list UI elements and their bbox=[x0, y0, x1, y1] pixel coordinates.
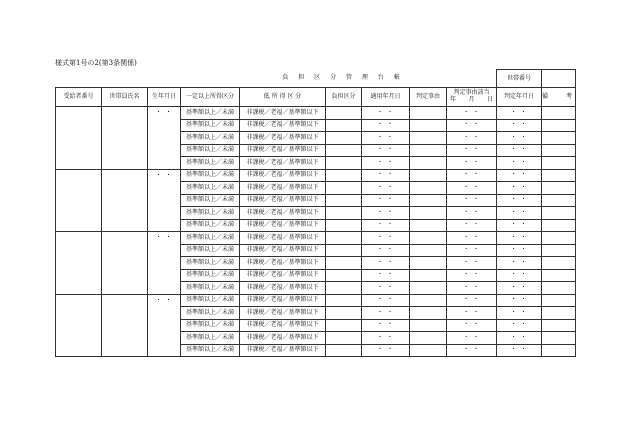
burden-class-cell[interactable] bbox=[326, 107, 362, 120]
head-name-cell[interactable] bbox=[102, 232, 148, 295]
apply-date-cell[interactable]: ・ ・ bbox=[362, 157, 410, 170]
decision-date-cell[interactable]: ・ ・ bbox=[497, 157, 542, 170]
decision-date-cell[interactable]: ・ ・ bbox=[497, 282, 542, 295]
apply-date-cell[interactable]: ・ ・ bbox=[362, 119, 410, 132]
remarks-cell[interactable] bbox=[542, 282, 576, 295]
decision-date-cell[interactable]: ・ ・ bbox=[497, 107, 542, 120]
low-income-class-cell[interactable]: 非課税／老福／基準額以下 bbox=[240, 157, 326, 170]
income-class-cell[interactable]: 基準額以上／未満 bbox=[181, 182, 240, 195]
ledger-row bbox=[56, 107, 576, 120]
reason-date-cell[interactable]: ・ ・ bbox=[447, 332, 497, 345]
income-class-cell[interactable]: 基準額以上／未満 bbox=[181, 219, 240, 232]
decision-reason-cell[interactable] bbox=[410, 269, 447, 282]
income-class-cell[interactable]: 基準額以上／未満 bbox=[181, 157, 240, 170]
decision-date-cell[interactable]: ・ ・ bbox=[497, 294, 542, 307]
ledger-row bbox=[56, 232, 576, 245]
reason-date-cell[interactable]: ・ ・ bbox=[447, 344, 497, 357]
remarks-cell[interactable] bbox=[542, 157, 576, 170]
birth-date-cell[interactable]: ・ ・ bbox=[148, 169, 181, 232]
decision-date-cell[interactable]: ・ ・ bbox=[497, 169, 542, 182]
reason-date-cell[interactable]: ・ ・ bbox=[447, 157, 497, 170]
decision-reason-cell[interactable] bbox=[410, 194, 447, 207]
income-class-cell[interactable]: 基準額以上／未満 bbox=[181, 169, 240, 182]
low-income-class-cell[interactable]: 非課税／老福／基準額以下 bbox=[240, 219, 326, 232]
remarks-cell[interactable] bbox=[542, 344, 576, 357]
decision-date-cell[interactable]: ・ ・ bbox=[497, 132, 542, 145]
remarks-cell[interactable] bbox=[542, 269, 576, 282]
reason-date-cell[interactable]: ・ ・ bbox=[447, 107, 497, 120]
decision-date-cell[interactable]: ・ ・ bbox=[497, 307, 542, 320]
decision-reason-cell[interactable] bbox=[410, 344, 447, 357]
burden-class-cell[interactable] bbox=[326, 294, 362, 307]
income-class-cell[interactable]: 基準額以上／未満 bbox=[181, 294, 240, 307]
header-low-income-class: 低 所 得 区 分 bbox=[240, 88, 326, 107]
apply-date-cell[interactable]: ・ ・ bbox=[362, 182, 410, 195]
decision-date-cell[interactable]: ・ ・ bbox=[497, 194, 542, 207]
apply-date-cell[interactable]: ・ ・ bbox=[362, 232, 410, 245]
reason-date-cell[interactable]: ・ ・ bbox=[447, 207, 497, 220]
reason-date-cell[interactable]: ・ ・ bbox=[447, 319, 497, 332]
apply-date-cell[interactable]: ・ ・ bbox=[362, 319, 410, 332]
header-reason-month: 月 bbox=[468, 96, 475, 103]
low-income-class-cell[interactable]: 非課税／老福／基準額以下 bbox=[240, 194, 326, 207]
decision-reason-cell[interactable] bbox=[410, 144, 447, 157]
header-recipient-no: 受給者番号 bbox=[56, 88, 102, 107]
remarks-cell[interactable] bbox=[542, 119, 576, 132]
header-reason-day: 日 bbox=[487, 96, 494, 103]
header-head-name: 世帯員氏名 bbox=[102, 88, 148, 107]
burden-class-cell[interactable] bbox=[326, 257, 362, 270]
low-income-class-cell[interactable]: 非課税／老福／基準額以下 bbox=[240, 307, 326, 320]
decision-reason-cell[interactable] bbox=[410, 244, 447, 257]
apply-date-cell[interactable]: ・ ・ bbox=[362, 107, 410, 120]
decision-date-cell[interactable]: ・ ・ bbox=[497, 182, 542, 195]
income-class-cell[interactable]: 基準額以上／未満 bbox=[181, 257, 240, 270]
ledger-row bbox=[56, 169, 576, 182]
remarks-cell[interactable] bbox=[542, 257, 576, 270]
apply-date-cell[interactable]: ・ ・ bbox=[362, 219, 410, 232]
apply-date-cell[interactable]: ・ ・ bbox=[362, 344, 410, 357]
household-no-label: 世帯番号 bbox=[497, 70, 542, 88]
reason-date-cell[interactable]: ・ ・ bbox=[447, 282, 497, 295]
low-income-class-cell[interactable]: 非課税／老福／基準額以下 bbox=[240, 257, 326, 270]
decision-reason-cell[interactable] bbox=[410, 232, 447, 245]
reason-date-cell[interactable]: ・ ・ bbox=[447, 294, 497, 307]
decision-reason-cell[interactable] bbox=[410, 157, 447, 170]
remarks-cell[interactable] bbox=[542, 219, 576, 232]
reason-date-cell[interactable]: ・ ・ bbox=[447, 269, 497, 282]
remarks-cell[interactable] bbox=[542, 307, 576, 320]
recipient-no-cell[interactable] bbox=[56, 169, 102, 232]
decision-date-cell[interactable]: ・ ・ bbox=[497, 319, 542, 332]
low-income-class-cell[interactable]: 非課税／老福／基準額以下 bbox=[240, 232, 326, 245]
remarks-cell[interactable] bbox=[542, 244, 576, 257]
header-burden-class: 負担区分 bbox=[326, 88, 362, 107]
burden-class-cell[interactable] bbox=[326, 182, 362, 195]
burden-class-cell[interactable] bbox=[326, 132, 362, 145]
header-income-class: 一定以上所得区分 bbox=[181, 88, 240, 107]
decision-date-cell[interactable]: ・ ・ bbox=[497, 269, 542, 282]
low-income-class-cell[interactable]: 非課税／老福／基準額以下 bbox=[240, 182, 326, 195]
decision-reason-cell[interactable] bbox=[410, 332, 447, 345]
burden-class-cell[interactable] bbox=[326, 307, 362, 320]
low-income-class-cell[interactable]: 非課税／老福／基準額以下 bbox=[240, 282, 326, 295]
low-income-class-cell[interactable]: 非課税／老福／基準額以下 bbox=[240, 344, 326, 357]
header-apply-date: 適用年月日 bbox=[362, 88, 410, 107]
remarks-cell[interactable] bbox=[542, 207, 576, 220]
low-income-class-cell[interactable]: 非課税／老福／基準額以下 bbox=[240, 119, 326, 132]
burden-class-cell[interactable] bbox=[326, 269, 362, 282]
header-decision-date: 判定年月日 bbox=[497, 88, 542, 107]
burden-class-cell[interactable] bbox=[326, 282, 362, 295]
birth-date-cell[interactable]: ・ ・ bbox=[148, 294, 181, 357]
income-class-cell[interactable]: 基準額以上／未満 bbox=[181, 319, 240, 332]
decision-date-cell[interactable]: ・ ・ bbox=[497, 344, 542, 357]
apply-date-cell[interactable]: ・ ・ bbox=[362, 132, 410, 145]
apply-date-cell[interactable]: ・ ・ bbox=[362, 169, 410, 182]
reason-date-cell[interactable]: ・ ・ bbox=[447, 244, 497, 257]
head-name-cell[interactable] bbox=[102, 294, 148, 357]
decision-reason-cell[interactable] bbox=[410, 132, 447, 145]
burden-class-cell[interactable] bbox=[326, 207, 362, 220]
apply-date-cell[interactable]: ・ ・ bbox=[362, 144, 410, 157]
burden-class-cell[interactable] bbox=[326, 157, 362, 170]
income-class-cell[interactable]: 基準額以上／未満 bbox=[181, 282, 240, 295]
reason-date-cell[interactable]: ・ ・ bbox=[447, 132, 497, 145]
low-income-class-cell[interactable]: 非課税／老福／基準額以下 bbox=[240, 132, 326, 145]
header-decision-reason: 判定事由 bbox=[410, 88, 447, 107]
burden-class-cell[interactable] bbox=[326, 119, 362, 132]
apply-date-cell[interactable]: ・ ・ bbox=[362, 282, 410, 295]
apply-date-cell[interactable]: ・ ・ bbox=[362, 244, 410, 257]
form-label: 様式第1号の2(第3条関係) bbox=[55, 59, 137, 67]
burden-class-cell[interactable] bbox=[326, 344, 362, 357]
income-class-cell[interactable]: 基準額以上／未満 bbox=[181, 244, 240, 257]
decision-reason-cell[interactable] bbox=[410, 319, 447, 332]
reason-date-cell[interactable]: ・ ・ bbox=[447, 307, 497, 320]
decision-date-cell[interactable]: ・ ・ bbox=[497, 257, 542, 270]
recipient-no-cell[interactable] bbox=[56, 232, 102, 295]
apply-date-cell[interactable]: ・ ・ bbox=[362, 194, 410, 207]
reason-date-cell[interactable]: ・ ・ bbox=[447, 144, 497, 157]
remarks-cell[interactable] bbox=[542, 294, 576, 307]
decision-date-cell[interactable]: ・ ・ bbox=[497, 119, 542, 132]
decision-reason-cell[interactable] bbox=[410, 207, 447, 220]
decision-reason-cell[interactable] bbox=[410, 169, 447, 182]
low-income-class-cell[interactable]: 非課税／老福／基準額以下 bbox=[240, 294, 326, 307]
decision-reason-cell[interactable] bbox=[410, 119, 447, 132]
low-income-class-cell[interactable]: 非課税／老福／基準額以下 bbox=[240, 207, 326, 220]
ledger-row bbox=[56, 294, 576, 307]
decision-date-cell[interactable]: ・ ・ bbox=[497, 144, 542, 157]
burden-class-cell[interactable] bbox=[326, 144, 362, 157]
reason-date-cell[interactable]: ・ ・ bbox=[447, 194, 497, 207]
apply-date-cell[interactable]: ・ ・ bbox=[362, 307, 410, 320]
recipient-no-cell[interactable] bbox=[56, 107, 102, 170]
decision-reason-cell[interactable] bbox=[410, 257, 447, 270]
decision-date-cell[interactable]: ・ ・ bbox=[497, 232, 542, 245]
recipient-no-cell[interactable] bbox=[56, 294, 102, 357]
low-income-class-cell[interactable]: 非課税／老福／基準額以下 bbox=[240, 144, 326, 157]
burden-class-cell[interactable] bbox=[326, 232, 362, 245]
remarks-cell[interactable] bbox=[542, 107, 576, 120]
income-class-cell[interactable]: 基準額以上／未満 bbox=[181, 307, 240, 320]
income-class-cell[interactable]: 基準額以上／未満 bbox=[181, 132, 240, 145]
burden-class-cell[interactable] bbox=[326, 319, 362, 332]
remarks-cell[interactable] bbox=[542, 144, 576, 157]
remarks-cell[interactable] bbox=[542, 232, 576, 245]
income-class-cell[interactable]: 基準額以上／未満 bbox=[181, 144, 240, 157]
reason-date-cell[interactable]: ・ ・ bbox=[447, 232, 497, 245]
reason-date-cell[interactable]: ・ ・ bbox=[447, 119, 497, 132]
head-name-cell[interactable] bbox=[102, 169, 148, 232]
burden-class-cell[interactable] bbox=[326, 244, 362, 257]
income-class-cell[interactable]: 基準額以上／未満 bbox=[181, 269, 240, 282]
income-class-cell[interactable]: 基準額以上／未満 bbox=[181, 207, 240, 220]
income-class-cell[interactable]: 基準額以上／未満 bbox=[181, 232, 240, 245]
decision-reason-cell[interactable] bbox=[410, 294, 447, 307]
decision-date-cell[interactable]: ・ ・ bbox=[497, 244, 542, 257]
low-income-class-cell[interactable]: 非課税／老福／基準額以下 bbox=[240, 244, 326, 257]
reason-date-cell[interactable]: ・ ・ bbox=[447, 257, 497, 270]
head-name-cell[interactable] bbox=[102, 107, 148, 170]
income-class-cell[interactable]: 基準額以上／未満 bbox=[181, 107, 240, 120]
burden-class-cell[interactable] bbox=[326, 219, 362, 232]
reason-date-cell[interactable]: ・ ・ bbox=[447, 219, 497, 232]
burden-class-cell[interactable] bbox=[326, 332, 362, 345]
low-income-class-cell[interactable]: 非課税／老福／基準額以下 bbox=[240, 319, 326, 332]
decision-reason-cell[interactable] bbox=[410, 219, 447, 232]
birth-date-cell[interactable]: ・ ・ bbox=[148, 107, 181, 170]
remarks-cell[interactable] bbox=[542, 319, 576, 332]
decision-reason-cell[interactable] bbox=[410, 307, 447, 320]
reason-date-cell[interactable]: ・ ・ bbox=[447, 169, 497, 182]
decision-reason-cell[interactable] bbox=[410, 107, 447, 120]
income-class-cell[interactable]: 基準額以上／未満 bbox=[181, 344, 240, 357]
income-class-cell[interactable]: 基準額以上／未満 bbox=[181, 332, 240, 345]
burden-class-ledger bbox=[55, 69, 580, 357]
remarks-cell[interactable] bbox=[542, 182, 576, 195]
apply-date-cell[interactable]: ・ ・ bbox=[362, 332, 410, 345]
header-reason-date-line1: 判定事由該当 bbox=[453, 89, 490, 97]
birth-date-cell[interactable]: ・ ・ bbox=[148, 232, 181, 295]
decision-reason-cell[interactable] bbox=[410, 282, 447, 295]
header-reason-date bbox=[447, 88, 497, 107]
decision-date-cell[interactable]: ・ ・ bbox=[497, 332, 542, 345]
header-remarks: 備 考 bbox=[542, 88, 576, 107]
remarks-cell[interactable] bbox=[542, 169, 576, 182]
household-no-value[interactable] bbox=[542, 70, 576, 88]
remarks-cell[interactable] bbox=[542, 132, 576, 145]
reason-date-cell[interactable]: ・ ・ bbox=[447, 182, 497, 195]
low-income-class-cell[interactable]: 非課税／老福／基準額以下 bbox=[240, 107, 326, 120]
low-income-class-cell[interactable]: 非課税／老福／基準額以下 bbox=[240, 269, 326, 282]
ledger-title: 負 担 区 分 管 理 台 帳 bbox=[282, 74, 404, 82]
header-reason-year: 年 bbox=[450, 96, 457, 103]
low-income-class-cell[interactable]: 非課税／老福／基準額以下 bbox=[240, 169, 326, 182]
burden-class-cell[interactable] bbox=[326, 169, 362, 182]
apply-date-cell[interactable]: ・ ・ bbox=[362, 269, 410, 282]
income-class-cell[interactable]: 基準額以上／未満 bbox=[181, 194, 240, 207]
apply-date-cell[interactable]: ・ ・ bbox=[362, 257, 410, 270]
remarks-cell[interactable] bbox=[542, 194, 576, 207]
decision-reason-cell[interactable] bbox=[410, 182, 447, 195]
remarks-cell[interactable] bbox=[542, 332, 576, 345]
header-birth-date: 生年月日 bbox=[148, 88, 181, 107]
burden-class-cell[interactable] bbox=[326, 194, 362, 207]
decision-date-cell[interactable]: ・ ・ bbox=[497, 219, 542, 232]
apply-date-cell[interactable]: ・ ・ bbox=[362, 207, 410, 220]
income-class-cell[interactable]: 基準額以上／未満 bbox=[181, 119, 240, 132]
apply-date-cell[interactable]: ・ ・ bbox=[362, 294, 410, 307]
decision-date-cell[interactable]: ・ ・ bbox=[497, 207, 542, 220]
low-income-class-cell[interactable]: 非課税／老福／基準額以下 bbox=[240, 332, 326, 345]
